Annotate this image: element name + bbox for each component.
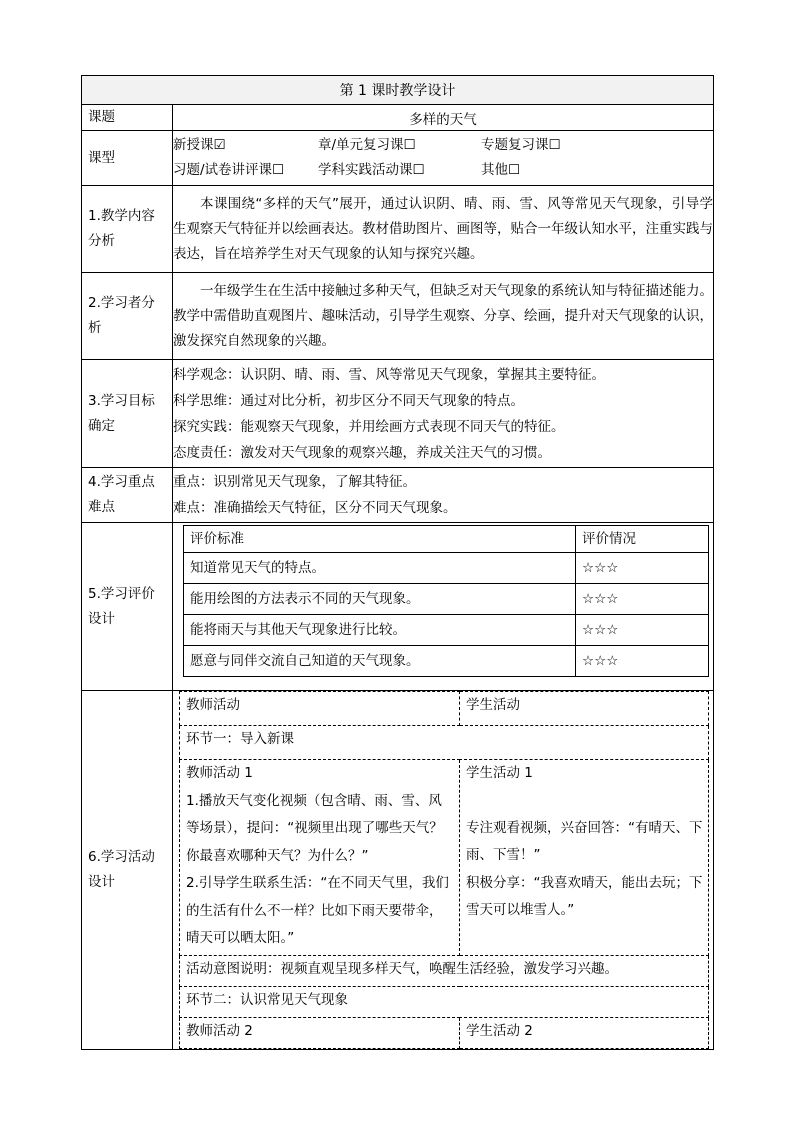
lesson-type-label: 课型 — [82, 131, 173, 186]
evaluation-rating: ☆☆☆ — [576, 553, 709, 584]
activities-header-row — [180, 692, 709, 726]
activity-intent: 活动意图说明：视频直观呈现多样天气，唤醒生活经验，激发学习兴趣。 — [180, 955, 709, 986]
title-row — [82, 76, 714, 105]
student-activity-step: 专注观看视频，兴奋回答：“有晴天、下雨、下雪！” — [466, 819, 703, 863]
evaluation-table — [183, 525, 709, 677]
learner-analysis-text: 一年级学生在生活中接触过多种天气，但缺乏对天气现象的系统认知与特征描述能力。教学中需借助直观图片、趣味活动，引导学生观察、分享、绘画，提升对天气现象的认识，激发探究自然现象的兴趣。 — [173, 273, 714, 360]
topic-value: 多样的天气 — [173, 105, 714, 131]
key-point-item: 难点：准确描绘天气特征，区分不同天气现象。 — [173, 500, 457, 516]
activities-table — [179, 691, 709, 1049]
objective-item: 科学思维：通过对比分析，初步区分不同天气现象的特点。 — [173, 392, 524, 409]
content-analysis-row — [82, 186, 714, 273]
teacher-activity-1 — [180, 760, 460, 956]
teacher-activity-step: 2.引导学生联系生活：“在不同天气里，我们的生活有什么不一样？比如下雨天要带伞，晴天可以晒太阳。” — [186, 875, 449, 946]
objectives-list — [173, 360, 714, 468]
student-activity-header: 学生活动 — [460, 692, 709, 726]
evaluation-label: 5.学习评价设计 — [82, 523, 173, 691]
lesson-type-options — [173, 131, 714, 186]
stage-row — [180, 726, 709, 760]
key-point-item: 重点：识别常见天气现象，了解其特征。 — [173, 474, 416, 490]
activities-label: 6.学习活动设计 — [82, 691, 173, 1050]
teacher-activity-header: 教师活动 — [180, 692, 460, 726]
evaluation-criterion: 能将雨天与其他天气现象进行比较。 — [184, 615, 576, 646]
student-activity-title: 学生活动 1 — [466, 765, 533, 781]
evaluation-row — [82, 523, 714, 691]
lesson-type-option: 习题/试卷讲评课☐ — [173, 162, 285, 178]
evaluation-criterion: 愿意与同伴交流自己知道的天气现象。 — [184, 646, 576, 677]
key-points-list — [173, 468, 714, 523]
topic-label: 课题 — [82, 105, 173, 131]
evaluation-row-item — [184, 584, 709, 615]
lesson-type-option: 学科实践活动课☐ — [318, 162, 425, 178]
teacher-activity-title: 教师活动 1 — [186, 765, 253, 781]
teacher-activity-step: 1.播放天气变化视频（包含晴、雨、雪、风等场景），提问：“视频里出现了哪些天气？你最喜欢哪种天气？为什么？” — [186, 792, 443, 864]
evaluation-criterion: 知道常见天气的特点。 — [184, 553, 576, 584]
stage-title: 环节二：认识常见天气现象 — [180, 986, 709, 1017]
stage-row — [180, 986, 709, 1017]
evaluation-row-item — [184, 646, 709, 677]
learner-analysis-label: 2.学习者分析 — [82, 273, 173, 360]
evaluation-header-row — [184, 526, 709, 553]
lesson-type-option: 其他☐ — [481, 162, 521, 178]
learner-analysis-row — [82, 273, 714, 360]
evaluation-rating: ☆☆☆ — [576, 646, 709, 677]
objective-item: 态度责任：激发对天气现象的观察兴趣，养成关注天气的习惯。 — [173, 444, 551, 461]
student-activity-1 — [460, 760, 709, 956]
topic-row — [82, 105, 714, 131]
evaluation-row-item — [184, 553, 709, 584]
objectives-row — [82, 360, 714, 468]
lesson-type-option: 专题复习课☐ — [481, 137, 561, 153]
content-analysis-label: 1.教学内容分析 — [82, 186, 173, 273]
evaluation-row-item — [184, 615, 709, 646]
activities-subheader-row — [180, 1017, 709, 1048]
intent-row — [180, 955, 709, 986]
objective-item: 科学观念：认识阴、晴、雨、雪、风等常见天气现象，掌握其主要特征。 — [173, 366, 605, 383]
student-activity-step: 积极分享：“我喜欢晴天，能出去玩；下雪天可以堆雪人。” — [466, 874, 703, 918]
stage-title: 环节一：导入新课 — [180, 726, 709, 760]
evaluation-header: 评价标准 — [184, 526, 576, 553]
objectives-label: 3.学习目标确定 — [82, 360, 173, 468]
document-title: 第 1 课时教学设计 — [82, 76, 714, 105]
evaluation-criterion: 能用绘图的方法表示不同的天气现象。 — [184, 584, 576, 615]
lesson-type-row — [82, 131, 714, 186]
key-points-row — [82, 468, 714, 523]
student-activity-title: 学生活动 2 — [460, 1017, 709, 1048]
objective-item: 探究实践：能观察天气现象，并用绘画方式表现不同天气的特征。 — [173, 418, 565, 435]
lesson-plan-table — [81, 75, 714, 1050]
lesson-type-option: 章/单元复习课☐ — [318, 137, 416, 153]
content-analysis-text: 本课围绕“多样的天气”展开，通过认识阴、晴、雨、雪、风等常见天气现象，引导学生观察天气特征并以绘画表达。教材借助图片、画图等，贴合一年级认知水平，注重实践与表达，旨在培养学生对天气现象的认知与探究兴趣。 — [173, 186, 714, 273]
teacher-activity-title: 教师活动 2 — [180, 1017, 460, 1048]
evaluation-rating: ☆☆☆ — [576, 615, 709, 646]
activities-row — [82, 691, 714, 1050]
evaluation-rating: ☆☆☆ — [576, 584, 709, 615]
evaluation-header: 评价情况 — [576, 526, 709, 553]
key-points-label: 4.学习重点难点 — [82, 468, 173, 523]
lesson-type-option: 新授课☑ — [173, 137, 226, 153]
activity-detail-row — [180, 760, 709, 956]
